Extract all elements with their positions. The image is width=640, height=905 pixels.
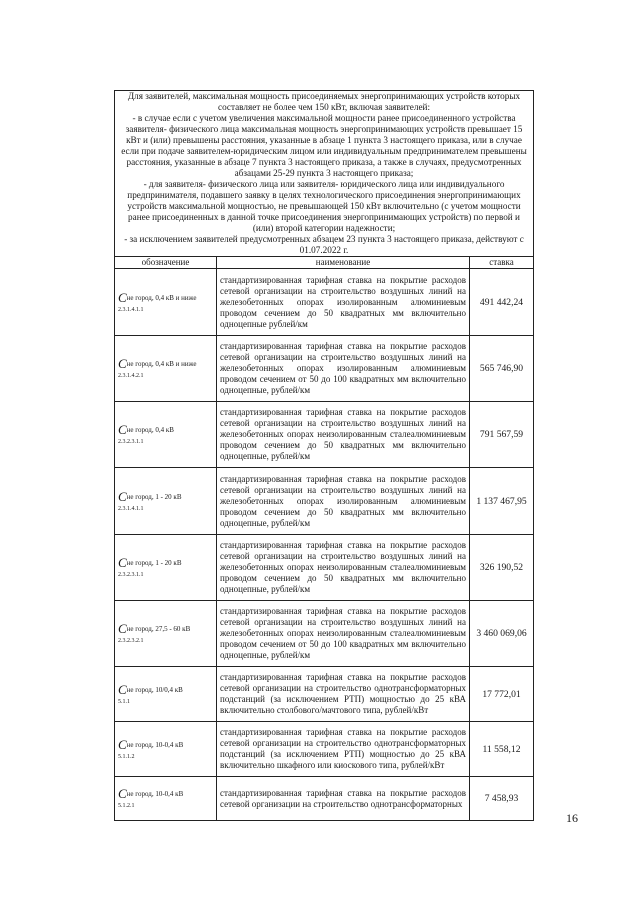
name-cell: стандартизированная тарифная ставка на покрытие расходов сетевой организации на строительство воздушных линий на железобетонных опорах неизолированным сталеалюминиевым проводом сечением до 50 квадратных мм включительно одноцепные, рублей/км [217,535,470,601]
designation-cell [115,535,217,601]
rate-symbol: C [118,736,127,752]
designation-superscript: не город, 27,5 - 60 кВ [126,625,191,633]
table-row [115,601,534,667]
intro-paragraph-2: - в случае если с учетом увеличения максимальной мощности ранее присоединенного устройства заявителя- физического лица максимальная мощность энергопринимающих устройств превышает 15 кВт и (или) превышены расстояния, указанные в абзаце 1 пункта 3 настоящего приказа, или в случае если при подаче заявителем-юридическим лицом или индивидуальным предпринимателем превышены расстояния, указанные в абзаце 7 пункта 3 настоящего приказа, а также в случаях, предусмотренных абзацами 25-29 пункта 3 настоящего приказа; [121,113,527,178]
name-cell: стандартизированная тарифная ставка на покрытие расходов сетевой организации на строительство однотрансформаторных подстанций (за исключением РТП) мощностью до 25 кВА включительно шкафного или киоскового типа, рублей/кВт [217,722,470,777]
tariff-table [114,90,534,821]
intro-paragraph-4: - за исключением заявителей предусмотренных абзацем 23 пункта 3 настоящего приказа, действуют с 01.07.2022 г. [124,234,524,255]
designation-subscript: 2.3.2.3.1.1 [118,439,144,445]
table-row [115,269,534,336]
designation-superscript: не город, 10/0,4 кВ [126,685,183,694]
name-cell: стандартизированная тарифная ставка на покрытие расходов сетевой организации на строительство однотрансформаторных подстанций (за исключением РТП) мощностью до 25 кВА включительно столбового/мачтового типа, рублей/кВт [217,667,470,722]
rate-cell: 3 460 069,06 [470,601,534,667]
name-cell: стандартизированная тарифная ставка на покрытие расходов сетевой организации на строительство однотрансформаторных [217,777,470,821]
name-cell: стандартизированная тарифная ставка на покрытие расходов сетевой организации на строительство воздушных линий на железобетонных опорах неизолированным сталеалюминиевым проводом сечением до 50 квадратных мм включительно одноцепные, рублей/км [217,402,470,468]
rate-cell: 7 458,93 [470,777,534,821]
header-name: наименование [217,257,470,269]
intro-paragraph-1: Для заявителей, максимальная мощность присоединяемых энергопринимающих устройств которых составляет не более чем 150 кВт, включая заявителей: [127,91,521,112]
designation-cell [115,336,217,402]
table-row [115,722,534,777]
designation-subscript: 2.3.2.3.1.1 [118,572,144,578]
designation-cell [115,468,217,535]
rate-symbol: C [118,488,127,504]
designation-superscript: не город, 10-0,4 кВ [126,740,184,749]
designation-cell [115,667,217,722]
table-row [115,777,534,821]
table-row [115,402,534,468]
table-row [115,535,534,601]
rate-cell: 326 190,52 [470,535,534,601]
designation-cell [115,269,217,336]
table-row [115,667,534,722]
name-cell: стандартизированная тарифная ставка на покрытие расходов сетевой организации на строительство воздушных линий на железобетонных опорах изолированным алюминиевым проводом сечением до 50 квадратных мм включительно одноцепные, рублей/км [217,468,470,535]
rate-symbol: C [118,422,127,437]
designation-superscript: не город, 1 - 20 кВ [126,559,182,567]
rate-symbol: C [118,356,127,371]
rate-cell: 11 558,12 [470,722,534,777]
header-row [115,257,534,269]
designation-subscript: 2.3.1.4.2.1 [118,373,144,379]
designation-cell [115,777,217,821]
intro-paragraph-3: - для заявителя- физического лица или заявителя- юридического лица или индивидуального предпринимателя, подавшего заявку в целях технологического присоединения энергопринимающих устройств максимальной мощностью, не превышающей 150 кВт включительно (с учетом мощности ранее присоединенных в данной точке присоединения энергопринимающих устройств) по первой и (или) второй категории надежности; [127,179,521,233]
rate-cell: 491 442,24 [470,269,534,336]
header-designation: обозначение [115,257,217,269]
rate-symbol: C [118,621,127,636]
designation-subscript: 5.1.1.2 [118,753,135,760]
designation-subscript: 2.3.1.4.1.1 [118,306,144,313]
rate-cell: 565 746,90 [470,336,534,402]
name-cell: стандартизированная тарифная ставка на покрытие расходов сетевой организации на строительство воздушных линий на железобетонных опорах изолированным алюминиевым проводом сечением от 50 до 100 квадратных мм включительно одноцепные, рублей/км [217,336,470,402]
designation-subscript: 2.3.1.4.1.1 [118,505,144,512]
designation-cell [115,722,217,777]
table-row [115,336,534,402]
page-number: 16 [566,811,578,825]
designation-subscript: 2.3.2.3.2.1 [118,638,144,644]
rate-cell: 1 137 467,95 [470,468,534,535]
designation-superscript: не город, 0,4 кВ [126,426,174,434]
designation-superscript: не город, 1 - 20 кВ [126,492,182,501]
name-cell: стандартизированная тарифная ставка на покрытие расходов сетевой организации на строительство воздушных линий на железобетонных опорах неизолированным сталеалюминиевым проводом сечением от 50 до 100 квадратных мм включительно одноцепные, рублей/км [217,601,470,667]
rate-symbol: C [118,786,127,801]
designation-subscript: 5.1.1 [118,698,130,705]
intro-cell [115,91,534,257]
designation-cell [115,402,217,468]
rate-cell: 17 772,01 [470,667,534,722]
intro-row [115,91,534,257]
rate-symbol: C [118,555,127,570]
rate-symbol: C [118,289,127,305]
designation-superscript: не город, 0,4 кВ и ниже [126,293,197,302]
tariff-rows [115,269,534,821]
table-row [115,468,534,535]
name-cell: стандартизированная тарифная ставка на покрытие расходов сетевой организации на строительство воздушных линий на железобетонных опорах изолированным алюминиевым проводом сечением до 50 квадратных мм включительно одноцепные рублей/км [217,269,470,336]
rate-symbol: C [118,681,127,697]
designation-subscript: 5.1.2.1 [118,803,135,809]
designation-cell [115,601,217,667]
designation-superscript: не город, 0,4 кВ и ниже [126,360,197,368]
designation-superscript: не город, 10-0,4 кВ [126,790,184,798]
rate-cell: 791 567,59 [470,402,534,468]
header-rate: ставка [470,257,534,269]
